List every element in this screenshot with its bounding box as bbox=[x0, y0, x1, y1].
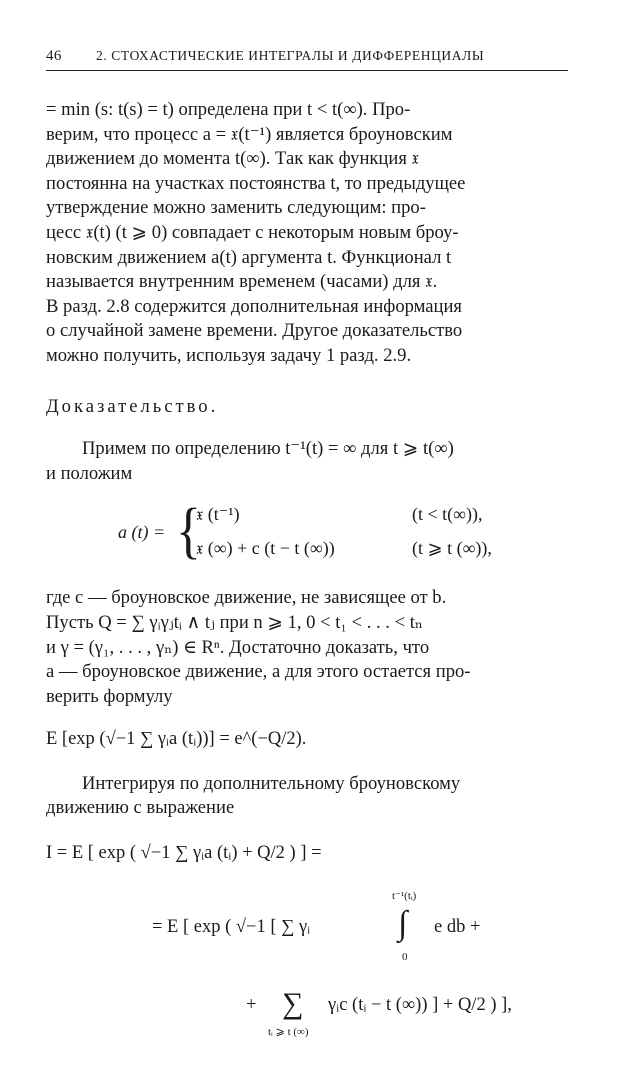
text-line: новским движением a(t) аргумента t. Функционал t bbox=[46, 246, 452, 268]
equation-I-line1: I = E [ exp ( √−1 ∑ γᵢa (tᵢ) + Q/2 ) ] = bbox=[46, 843, 322, 864]
text-line: = min (s: t(s) = t) определена при t < t(∞). Про- bbox=[46, 99, 411, 120]
text-line: верить формулу bbox=[46, 685, 173, 707]
equation-lhs: a (t) = bbox=[118, 522, 166, 543]
sum-subscript: tᵢ ⩾ t (∞) bbox=[268, 1026, 309, 1039]
text-line: Пусть Q = ∑ γᵢγⱼtᵢ ∧ tⱼ при n ⩾ 1, 0 < t₁ < . . . < tₙ bbox=[46, 611, 423, 633]
equation-I bbox=[46, 839, 568, 1069]
text-line: Интегрируя по дополнительному броуновскому bbox=[82, 772, 461, 794]
paragraph-4 bbox=[46, 772, 568, 821]
integral-upper-limit: t⁻¹(tᵢ) bbox=[392, 890, 417, 903]
case2-expression: 𝔵 (∞) + c (t − t (∞)) bbox=[196, 538, 335, 559]
text-line: верим, что процесс a = 𝔵(t⁻¹) является броуновским bbox=[46, 123, 453, 145]
integrand: e db + bbox=[434, 917, 481, 938]
equation-I-line2-prefix: = E [ exp ( √−1 [ ∑ γᵢ bbox=[152, 917, 311, 938]
integral-lower-limit: 0 bbox=[402, 951, 408, 964]
text-line: утверждение можно заменить следующим: про- bbox=[46, 197, 426, 219]
case2-condition: (t ⩾ t (∞)), bbox=[412, 538, 492, 559]
paragraph-3 bbox=[46, 586, 568, 709]
integral-sign: ∫ bbox=[398, 905, 408, 943]
text-line: движению c выражение bbox=[46, 797, 235, 819]
text-line: a — броуновское движение, а для этого остается про- bbox=[46, 661, 471, 683]
case1-expression: 𝔵 (t⁻¹) bbox=[196, 504, 240, 525]
text-line: В разд. 2.8 содержится дополнительная информация bbox=[46, 295, 462, 317]
text-line: цесс 𝔵(t) (t ⩾ 0) совпадает с некоторым новым броу- bbox=[46, 221, 459, 243]
text-line: и положим bbox=[46, 462, 133, 484]
header-rule bbox=[46, 70, 568, 71]
equation-brace: { bbox=[176, 497, 201, 566]
page-number: 46 bbox=[46, 48, 62, 64]
text-line: движением до момента t(∞). Так как функция 𝔵 bbox=[46, 148, 420, 170]
text-line: постоянна на участках постоянства t, то предыдущее bbox=[46, 172, 466, 194]
equation-I-line3-body: γᵢc (tᵢ − t (∞)) ] + Q/2 ) ], bbox=[328, 995, 512, 1016]
proof-heading-block bbox=[46, 395, 568, 420]
proof-heading: Доказательство. bbox=[46, 395, 219, 417]
text-line: о случайной замене времени. Другое доказательство bbox=[46, 320, 463, 342]
text-line: Примем по определению t⁻¹(t) = ∞ для t ⩾ t(∞) bbox=[82, 438, 454, 460]
equation-characteristic bbox=[46, 727, 568, 752]
running-header bbox=[46, 38, 568, 64]
sum-sign: ∑ bbox=[282, 987, 304, 1021]
case1-condition: (t < t(∞)), bbox=[412, 504, 483, 525]
book-page bbox=[46, 38, 568, 1069]
paragraph-1 bbox=[46, 98, 568, 369]
running-title: 2. СТОХАСТИЧЕСКИЕ ИНТЕГРАЛЫ И ДИФФЕРЕНЦИАЛЫ bbox=[96, 48, 485, 63]
equation-I-line3-plus: + bbox=[246, 995, 257, 1016]
equation-line: E [exp (√−1 ∑ γᵢa (tᵢ))] = e^(−Q/2). bbox=[46, 729, 307, 750]
text-line: где c — броуновское движение, не зависящее от b. bbox=[46, 587, 447, 609]
text-line: можно получить, используя задачу 1 разд. 2.9. bbox=[46, 344, 412, 366]
text-line: и γ = (γ₁, . . . , γₙ) ∈ Rⁿ. Достаточно доказать, что bbox=[46, 636, 430, 658]
paragraph-2 bbox=[46, 437, 568, 486]
equation-a-of-t bbox=[46, 497, 568, 574]
text-line: называется внутренним временем (часами) для 𝔵. bbox=[46, 271, 438, 293]
